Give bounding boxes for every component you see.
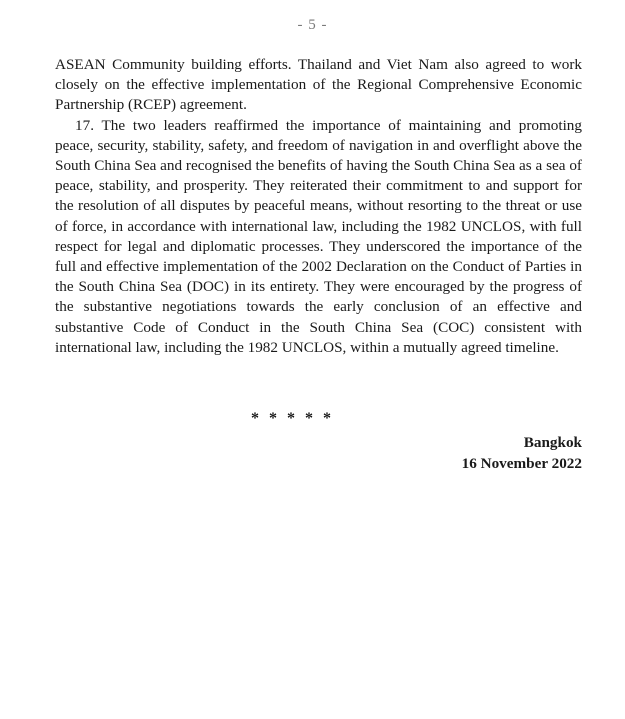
- page-number: - 5 -: [297, 17, 328, 33]
- signoff-place: Bangkok: [523, 434, 582, 451]
- paragraph-17: 17. The two leaders reaffirmed the importance of maintaining and promoting peace, security, stability, safety, and freedom of navigation in and overflight above the South China Sea and recognised the benefits of having the South China Sea as a sea of peace, stability, and prosperity. They reiterated their commitment to and support for the resolution of all disputes by peaceful means, without resorting to the threat or use of force, in accordance with international law, including the 1982 UNCLOS, with full respect for legal and diplomatic processes. They underscored the importance of the full and effective implementation of the 2002 Declaration on the Conduct of Parties in the South China Sea (DOC) in its entirety. They were encouraged by the progress of the substantive negotiations towards the early conclusion of an effective and substantive Code of Conduct in the South China Sea (COC) consistent with international law, including the 1982 UNCLOS, within a mutually agreed timeline.: [55, 116, 582, 356]
- paragraph-continued: ASEAN Community building efforts. Thailand and Viet Nam also agreed to work closely on the effective implementation of the Regional Comprehensive Economic Partnership (RCEP) agreement.: [55, 56, 582, 114]
- document-body: [55, 55, 582, 358]
- section-separator: * * * * *: [251, 410, 334, 427]
- signoff-block: [462, 432, 582, 474]
- signoff-date: 16 November 2022: [461, 455, 582, 472]
